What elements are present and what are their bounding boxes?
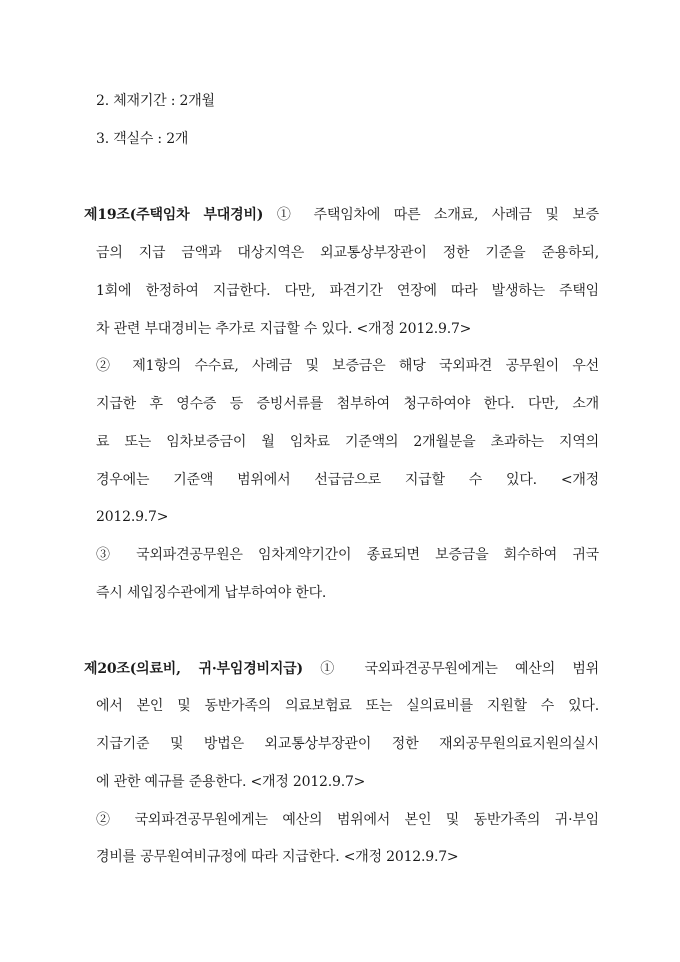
- article-19-line: 금의 지급 금액과 대상지역은 외교통상부장관이 정한 기준을 준용하되,: [96, 245, 599, 261]
- article-20-line: ① 국외파견공무원에게는 예산의 범위: [320, 661, 599, 677]
- article-20-line: 에 관한 예규를 준용한다. <개정 2012.9.7>: [96, 774, 366, 790]
- article-19-line: 차 관련 부대경비는 추가로 지급할 수 있다. <개정 2012.9.7>: [96, 321, 472, 337]
- article-19-line: 2012.9.7>: [96, 509, 169, 525]
- article-19-line: 즉시 세입징수관에게 납부하여야 한다.: [96, 585, 327, 601]
- article-19-line: 1회에 한정하여 지급한다. 다만, 파견기간 연장에 따라 발생하는 주택임: [96, 283, 599, 299]
- article-20-title: 제20조(의료비, 귀·부임경비지급): [84, 661, 303, 677]
- article-19-line: ① 주택임차에 따른 소개료, 사례금 및 보증: [276, 207, 599, 223]
- list-item-stay-period: 2. 체재기간 : 2개월: [96, 93, 215, 109]
- article-19-line: 경우에는 기준액 범위에서 선급금으로 지급할 수 있다. <개정: [96, 472, 599, 488]
- article-19-heading-line: [84, 205, 599, 225]
- article-19-line: ② 제1항의 수수료, 사례금 및 보증금은 해당 국외파견 공무원이 우선: [96, 358, 599, 374]
- article-20-line: 경비를 공무원여비규정에 따라 지급한다. <개정 2012.9.7>: [96, 849, 459, 865]
- article-19-title: 제19조(주택임차 부대경비): [84, 207, 264, 223]
- list-item-room-count: 3. 객실수 : 2개: [96, 131, 189, 147]
- article-20-line: ② 국외파견공무원에게는 예산의 범위에서 본인 및 동반가족의 귀·부임: [96, 812, 599, 828]
- article-19-line: 지급한 후 영수증 등 증빙서류를 첨부하여 청구하여야 한다. 다만, 소개: [96, 396, 599, 412]
- article-20-heading-line: [84, 659, 599, 679]
- article-19-line: 료 또는 임차보증금이 월 임차료 기준액의 2개월분을 초과하는 지역의: [96, 434, 599, 450]
- article-20-line: 에서 본인 및 동반가족의 의료보험료 또는 실의료비를 지원할 수 있다.: [96, 698, 599, 714]
- article-20-line: 지급기준 및 방법은 외교통상부장관이 정한 재외공무원의료지원의실시: [96, 736, 599, 752]
- article-19-line: ③ 국외파견공무원은 임차계약기간이 종료되면 보증금을 회수하여 귀국: [96, 547, 599, 563]
